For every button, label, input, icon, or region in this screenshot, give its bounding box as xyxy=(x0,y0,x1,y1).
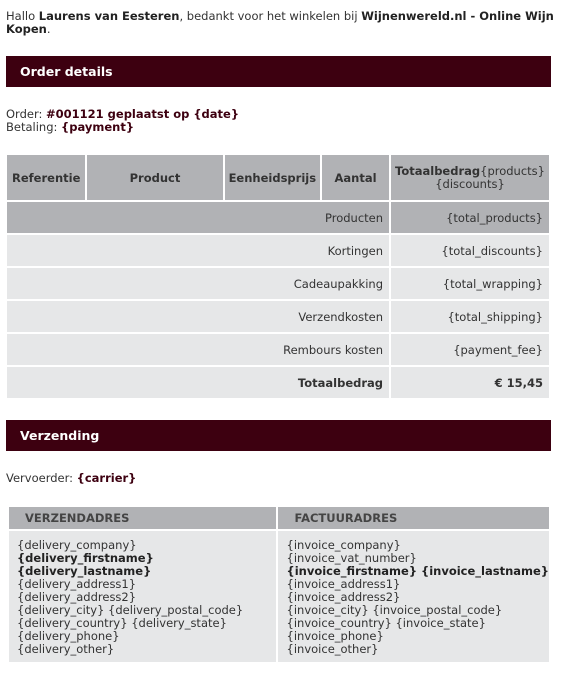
invoice-address1: {invoice_address1} xyxy=(286,577,401,591)
delivery-firstname: {delivery_firstname} xyxy=(17,551,154,565)
summary-value: {total_products} xyxy=(390,201,549,234)
invoice-other: {invoice_other} xyxy=(286,642,379,656)
delivery-country-state: {delivery_country} {delivery_state} xyxy=(17,616,227,630)
address-body-row xyxy=(9,530,549,662)
payment-line xyxy=(6,121,239,134)
order-details-header: Order details xyxy=(6,56,551,87)
shop-name: Wijnenwereld.nl - Online Wijn Kopen xyxy=(6,9,554,36)
column-header-aantal: Aantal xyxy=(321,155,390,201)
summary-row-totaalbedrag xyxy=(7,366,549,398)
summary-row-cadeaupakking xyxy=(7,267,549,300)
invoice-company: {invoice_company} xyxy=(286,538,401,552)
total-header-rest: {products} xyxy=(480,163,545,178)
order-label: Order: xyxy=(6,107,47,121)
carrier-line xyxy=(6,472,136,485)
invoice-name: {invoice_firstname} {invoice_lastname} xyxy=(286,564,549,578)
summary-value: {total_discounts} xyxy=(390,234,549,267)
summary-row-verzendkosten xyxy=(7,300,549,333)
delivery-address-block xyxy=(9,530,277,662)
invoice-city-postal: {invoice_city} {invoice_postal_code} xyxy=(286,603,503,617)
summary-total-value: € 15,45 xyxy=(390,366,549,398)
column-header-referentie: Referentie xyxy=(7,155,86,201)
shipping-header: Verzending xyxy=(6,420,551,451)
invoice-address-header: FACTUURADRES xyxy=(277,507,549,530)
delivery-city-postal: {delivery_city} {delivery_postal_code} xyxy=(17,603,244,617)
delivery-address1: {delivery_address1} xyxy=(17,577,137,591)
delivery-address2: {delivery_address2} xyxy=(17,590,137,604)
delivery-address-header: VERZENDADRES xyxy=(9,507,277,530)
greeting-middle: , bedankt voor het winkelen bij xyxy=(179,9,362,23)
total-header-bold: Totaalbedrag xyxy=(395,163,481,178)
summary-value: {total_shipping} xyxy=(390,300,549,333)
column-header-eenheidsprijs: Eenheidsprijs xyxy=(224,155,321,201)
invoice-country-state: {invoice_country} {invoice_state} xyxy=(286,616,486,630)
invoice-address2: {invoice_address2} xyxy=(286,590,401,604)
summary-value: {total_wrapping} xyxy=(390,267,549,300)
summary-label: Rembours kosten xyxy=(7,333,390,366)
delivery-lastname: {delivery_lastname} xyxy=(17,564,152,578)
delivery-other: {delivery_other} xyxy=(17,642,115,656)
delivery-company: {delivery_company} xyxy=(17,538,137,552)
summary-label: Cadeaupakking xyxy=(7,267,390,300)
delivery-phone: {delivery_phone} xyxy=(17,629,120,643)
carrier-value: {carrier} xyxy=(76,471,137,485)
greeting-suffix: . xyxy=(46,22,51,36)
order-value: #001121 geplaatst op {date} xyxy=(46,107,240,121)
payment-value: {payment} xyxy=(61,120,135,134)
payment-label: Betaling: xyxy=(6,120,62,134)
column-header-product: Product xyxy=(86,155,223,201)
order-table xyxy=(7,155,549,398)
total-header-line2: {discounts} xyxy=(435,176,505,191)
summary-label: Producten xyxy=(7,201,390,234)
carrier-label: Vervoerder: xyxy=(6,471,77,485)
address-table xyxy=(9,507,549,662)
summary-label: Kortingen xyxy=(7,234,390,267)
summary-value: {payment_fee} xyxy=(390,333,549,366)
summary-row-rembours-kosten xyxy=(7,333,549,366)
greeting-prefix: Hallo xyxy=(6,9,39,23)
order-info xyxy=(6,108,239,134)
summary-label: Verzendkosten xyxy=(7,300,390,333)
summary-row-producten xyxy=(7,201,549,234)
summary-total-label: Totaalbedrag xyxy=(7,366,390,398)
invoice-vat-number: {invoice_vat_number} xyxy=(286,551,417,565)
invoice-address-block xyxy=(277,530,549,662)
order-table-header-row xyxy=(7,155,549,201)
summary-row-kortingen xyxy=(7,234,549,267)
column-header-totaalbedrag xyxy=(390,155,549,201)
address-header-row xyxy=(9,507,549,530)
customer-name: Laurens van Eesteren xyxy=(38,9,180,23)
greeting-text xyxy=(6,10,556,36)
invoice-phone: {invoice_phone} xyxy=(286,629,384,643)
